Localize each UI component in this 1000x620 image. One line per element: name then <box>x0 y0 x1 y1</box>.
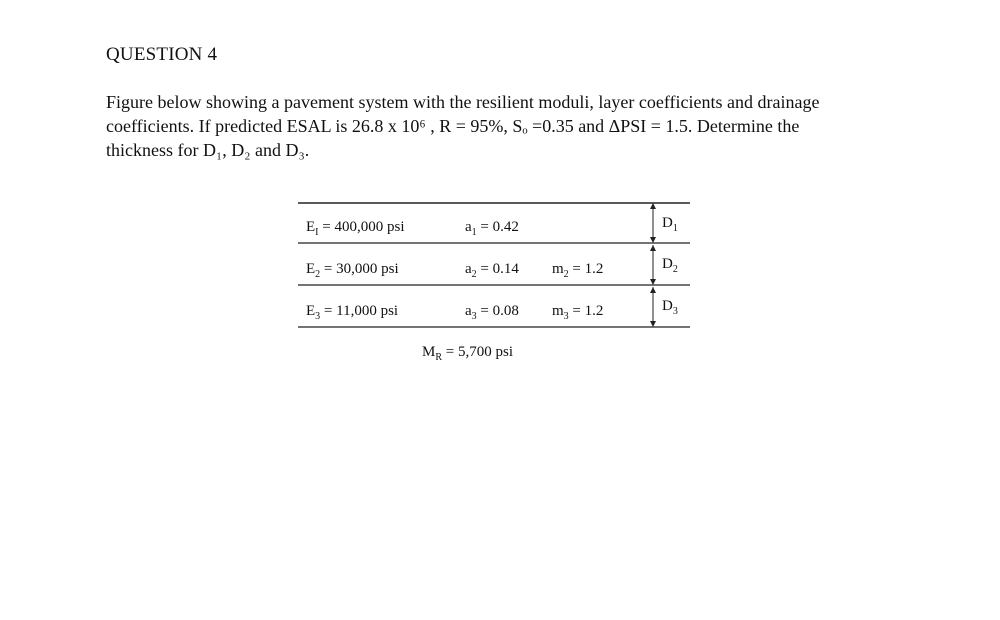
subgrade-modulus: $M_R = 5,700$ psi <box>422 344 513 363</box>
layer2-modulus: $E_2 = 30,000$ psi <box>306 261 399 280</box>
arrow-icon <box>650 321 656 327</box>
layer1-modulus: $E_I = 400,000$ psi <box>306 219 405 238</box>
question-line: Figure below showing a pavement system with the resilient moduli, layer coefficients and drainage <box>106 92 820 112</box>
layer3-thickness-label: $D_3$ <box>662 298 678 317</box>
layer1-coefficient: $a_1 = 0.42$ <box>465 219 519 238</box>
question-line: thickness for D₁, D₂ and D₃. <box>106 140 310 160</box>
question-line: coefficients. If predicted ESAL is 26.8 x 10⁶ , R = 95%, Sₒ =0.35 and ΔPSI = 1.5. Determine the <box>106 116 800 136</box>
arrow-icon <box>650 287 656 293</box>
layer3-drainage: $m_3 = 1.2$ <box>552 303 604 322</box>
layer3-modulus: $E_3 = 11,000$ psi <box>306 303 399 322</box>
arrow-icon <box>650 203 656 209</box>
layer1-thickness-label: $D_1$ <box>662 215 678 234</box>
arrow-icon <box>650 279 656 285</box>
layer2-coefficient: $a_2 = 0.14$ <box>465 261 519 280</box>
layer2-drainage: $m_2 = 1.2$ <box>552 261 604 280</box>
arrow-icon <box>650 237 656 243</box>
arrow-icon <box>650 245 656 251</box>
question-text <box>106 90 906 162</box>
question-title: QUESTION 4 <box>106 44 218 65</box>
layer3-coefficient: $a_3 = 0.08$ <box>465 303 519 322</box>
layer2-thickness-label: $D_2$ <box>662 256 678 275</box>
